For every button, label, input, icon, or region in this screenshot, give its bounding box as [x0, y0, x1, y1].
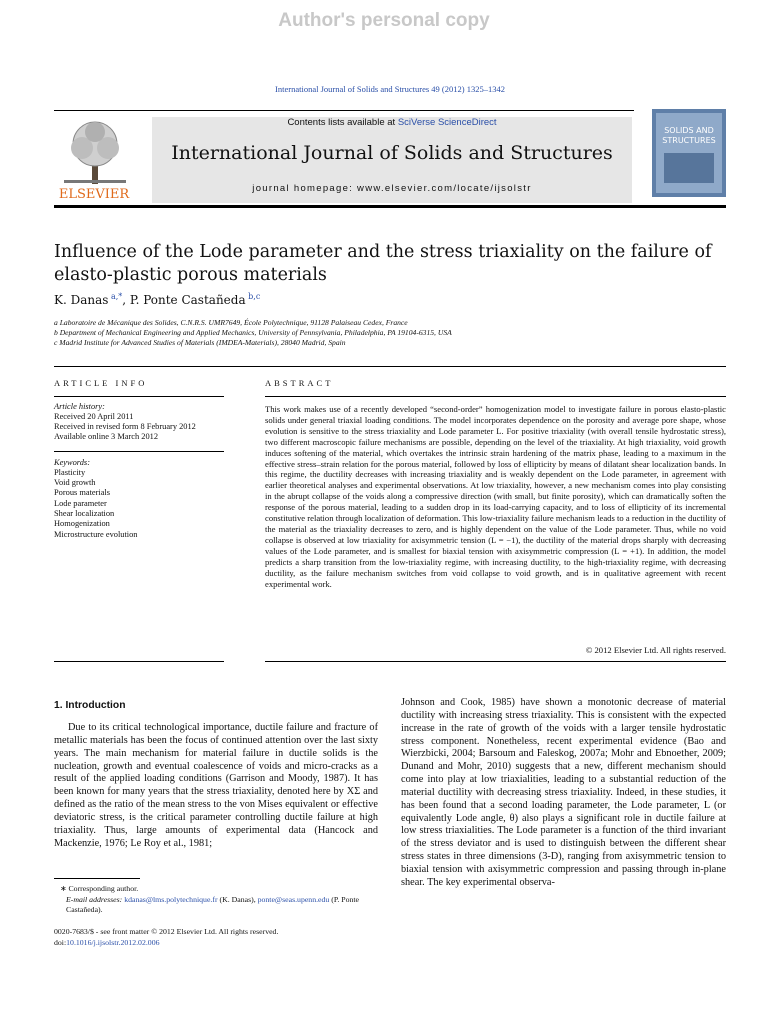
history-label: Article history: — [54, 402, 105, 411]
article-info-bottom-rule — [54, 661, 224, 662]
journal-title: International Journal of Solids and Structures — [171, 142, 613, 164]
history-revised: Received in revised form 8 February 2012 — [54, 422, 196, 431]
author-danas-affiliation[interactable]: a,* — [108, 292, 123, 301]
publisher-name: ELSEVIER — [58, 187, 130, 202]
affiliation-b: b Department of Mechanical Engineering and Applied Mechanics, University of Pennsylvania, Philadelphia, PA 19104-6315, USA — [54, 328, 452, 337]
keywords-rule — [54, 451, 224, 452]
journal-cover-thumbnail[interactable] — [652, 109, 726, 197]
email-addresses — [66, 895, 386, 915]
article-title: Influence of the Lode parameter and the stress triaxiality on the failure of elasto-plastic porous materials — [54, 242, 712, 285]
email-ponte-link[interactable]: ponte@seas.upenn.edu — [257, 895, 330, 904]
abstract-bottom-rule — [265, 661, 726, 662]
meta-top-rule — [54, 366, 726, 367]
article-info-heading: ARTICLE INFO — [54, 378, 148, 388]
keyword-item: Shear localization — [54, 509, 115, 518]
abstract-text: This work makes use of a recently developed “second-order” homogenization model to investigate failure in porous elasto-plastic solids under general triaxial loading conditions. The model incorporates dependence on the porosity and average pore shape, whose evolution is sensitive to the stress triaxiality and Lode parameter L. For positive triaxiality (with overall tensile hydrostatic stress), two different macroscopic failure mechanisms are possible, depending on the level of the triaxiality. At high triaxiality, void growth induces softening of the material, which overtakes the intrinsic strain hardening of the matrix phase, leading to a maximum in the effective stress–strain relation for the porous material, followed by loss of ellipticity by means of dilatant shear localization bands. In this regime, the ductility decreases with increasing triaxiality and is weakly dependent on the Lode parameter, in agreement with earlier theoretical analyses and experimental observations. At low triaxiality, however, a new mechanism comes into play consisting in the abrupt collapse of the voids along a compressive direction (with small, but finite porosity), which can dramatically soften the response of the porous material, leading to a sudden drop in its load-carrying capacity, and to loss of ellipticity of its incremental constitutive relation through localization of deformation. This low-triaxiality failure mechanism leads to a reduction in the ductility of the material as the triaxiality decreases to zero, and is highly dependent on the value of the Lode parameter. Thus, while no void collapse is observed at low triaxiality for axisymmetric tension (L = −1), the ductility of the material drops sharply with decreasing values of the Lode parameter, and is smallest for biaxial tension with axisymmetric compression (L = +1). In addition, the model predicts a sharp transition from the low-triaxiality regime, with increasing ductility, to the high-triaxiality regime, with decreasing ductility, as the failure mechanism switches from void collapse to void growth, and is in qualitative agreement with recent experimental work. — [265, 404, 726, 589]
doi-line — [54, 938, 160, 948]
cover-title-2: STRUCTURES — [662, 136, 716, 145]
doi-label: doi: — [54, 938, 67, 947]
intro-right-column: Johnson and Cook, 1985) have shown a monotonic decrease of material ductility with increasing stress triaxiality. This is consistent with the expected increase in the rate of growth of the voids with a larger tensile hydrostatic stress component. Nonetheless, recent experimental evidence (Bao and Wierzbicki, 2004; Barsoum and Faleskog, 2007a; Mohr and Ebnoether, 2009; Dunand and Mohr, 2010) suggests that a new, different mechanism should come into play at low triaxialities, leading to a substantial reduction of the material ductility with decreasing stress triaxiality. Indeed, in these studies, it has been found that a second loading parameter, the Lode parameter, L (or equivalently Lode angle, θ) also plays a significant role in ductile failure at low stress triaxialities. The Lode parameter is a function of the third invariant of the stress deviator and is used to distinguish between the different shear stress states in three dimensions (3-D), ranging from axisymmetric tension to biaxial tension with axisymmetric compression and passing through in-plane shear. The key experimental observa- — [401, 697, 726, 888]
intro-left-column: Due to its critical technological importance, ductile failure and fracture of metallic materials has been the focus of continued attention over the last sixty years. The main mechanism for material failure in ductile solids is the nucleation, growth and eventual coalescence of voids and micro-cracks as a result of the applied loading conditions (Garrison and Moody, 1987). It has been known for many years that the stress triaxiality, denoted here by XΣ and defined as the ratio of the mean stress to the von Mises equivalent or effective deviatoric stress, is the critical parameter controlling ductile failure at high triaxiality. Thus, large amounts of experimental data (Hancock and Mackenzie, 1976; Le Roy et al., 1981; — [54, 722, 378, 849]
keyword-item: Lode parameter — [54, 499, 107, 508]
keyword-item: Plasticity — [54, 468, 86, 477]
affiliation-a: a Laboratoire de Mécanique des Solides, C.N.R.S. UMR7649, École Polytechnique, 91128 Palaiseau Cedex, France — [54, 318, 408, 327]
keyword-item: Porous materials — [54, 488, 111, 497]
email-ponte-name: (P. Ponte Castañeda). — [66, 895, 359, 914]
email-label: E-mail addresses: — [66, 895, 125, 904]
cover-title-1: SOLIDS AND — [664, 126, 714, 135]
email-danas-link[interactable]: kdanas@lms.polytechnique.fr — [124, 895, 218, 904]
sciencedirect-link[interactable]: SciVerse ScienceDirect — [397, 117, 497, 128]
author-ponte-castaneda: P. Ponte Castañeda — [129, 293, 246, 307]
author-list — [54, 292, 260, 307]
watermark: Author's personal copy — [278, 10, 490, 31]
issn-line: 0020-7683/$ - see front matter © 2012 Elsevier Ltd. All rights reserved. — [54, 927, 279, 936]
keyword-item: Void growth — [54, 478, 96, 487]
article-info-rule — [54, 396, 224, 397]
author-danas: K. Danas — [54, 293, 109, 307]
author-ponte-affiliation[interactable]: b,c — [245, 292, 261, 301]
author-separator: , — [122, 293, 130, 307]
history-received: Received 20 April 2011 — [54, 412, 134, 421]
footnote-rule — [54, 878, 140, 879]
contents-prefix: Contents lists available at — [287, 117, 398, 128]
corresponding-author-note: ∗ Corresponding author. — [60, 884, 139, 893]
keyword-item: Homogenization — [54, 519, 110, 528]
keyword-item: Microstructure evolution — [54, 530, 138, 539]
email-danas-name: (K. Danas), — [217, 895, 258, 904]
journal-citation-link[interactable]: International Journal of Solids and Structures 49 (2012) 1325–1342 — [275, 84, 505, 94]
affiliation-c: c Madrid Institute for Advanced Studies of Materials (IMDEA-Materials), 28040 Madrid, Spain — [54, 338, 346, 347]
history-online: Available online 3 March 2012 — [54, 432, 159, 441]
doi-link[interactable]: 10.1016/j.ijsolstr.2012.02.006 — [66, 938, 160, 947]
contents-line — [152, 117, 632, 128]
abstract-heading: ABSTRACT — [265, 378, 334, 388]
abstract-rule — [265, 396, 726, 397]
journal-homepage-link[interactable]: journal homepage: www.elsevier.com/locate/ijsolstr — [252, 183, 532, 194]
cover-image-icon — [652, 109, 726, 197]
header-top-rule — [54, 110, 634, 111]
section-heading-introduction: 1. Introduction — [54, 700, 126, 711]
copyright-notice: © 2012 Elsevier Ltd. All rights reserved. — [585, 645, 726, 655]
header-bottom-rule — [54, 205, 726, 208]
keywords-label: Keywords: — [54, 458, 90, 467]
elsevier-tree-icon — [54, 114, 134, 202]
elsevier-logo — [54, 114, 134, 202]
